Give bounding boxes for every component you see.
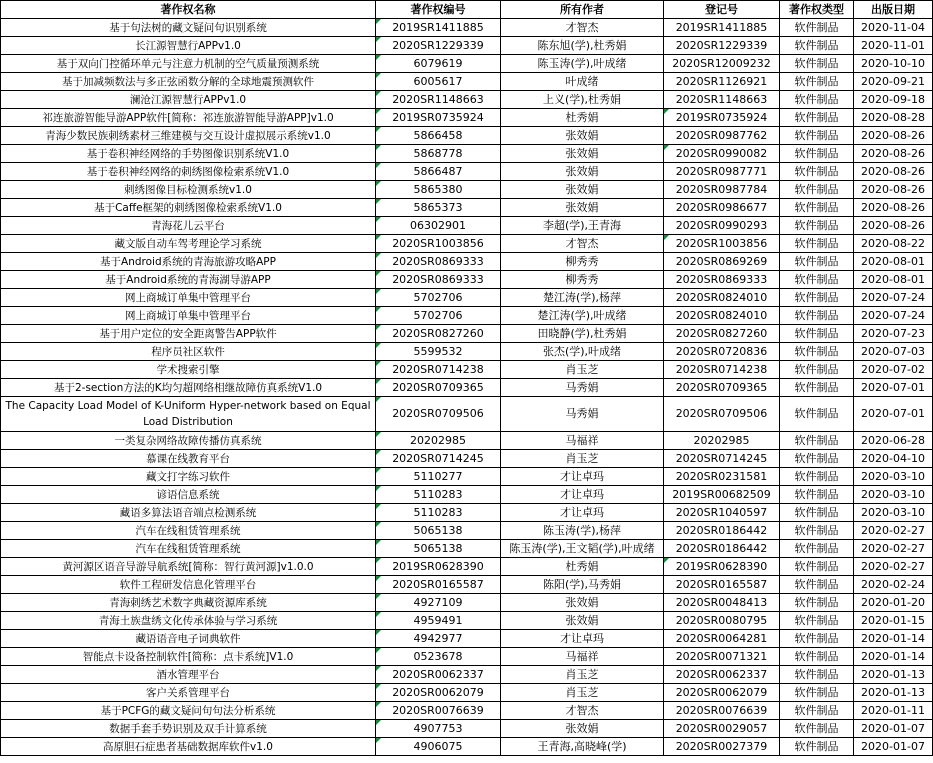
table-body (1, 19, 933, 756)
cell-authors[interactable]: 楚江涛(学),叶成绪 (501, 307, 664, 325)
cell-date[interactable]: 2020-09-21 (854, 73, 933, 91)
cell-number[interactable]: 4959491 (376, 612, 501, 630)
cell-date[interactable]: 2020-01-07 (854, 738, 933, 756)
cell-number[interactable]: 2020SR0062079 (376, 684, 501, 702)
cell-reg-no[interactable]: 2020SR12009232 (664, 55, 780, 73)
table-row (1, 109, 933, 127)
cell-reg-no[interactable]: 2020SR0071321 (664, 648, 780, 666)
cell-name[interactable]: 基于卷积神经网络的刺绣图像检索系统V1.0 (1, 163, 376, 181)
cell-number[interactable]: 2020SR1003856 (376, 235, 501, 253)
table-row (1, 289, 933, 307)
table-row (1, 217, 933, 235)
cell-date[interactable]: 2020-07-03 (854, 343, 933, 361)
cell-number[interactable]: 2020SR0165587 (376, 576, 501, 594)
table-row (1, 432, 933, 450)
cell-reg-no[interactable]: 2020SR1229339 (664, 37, 780, 55)
cell-authors[interactable]: 张效娟 (501, 163, 664, 181)
cell-number[interactable]: 5702706 (376, 307, 501, 325)
cell-type[interactable]: 软件制品 (780, 576, 854, 594)
cell-reg-no[interactable]: 2020SR0987771 (664, 163, 780, 181)
cell-type[interactable]: 软件制品 (780, 648, 854, 666)
cell-number[interactable]: 2019SR0735924 (376, 109, 501, 127)
cell-name[interactable]: 基于用户定位的安全距离警告APP软件 (1, 325, 376, 343)
cell-date[interactable]: 2020-07-02 (854, 361, 933, 379)
cell-name[interactable]: 藏文版自动车驾考理论学习系统 (1, 235, 376, 253)
header-authors[interactable]: 所有作者 (501, 1, 664, 19)
cell-date[interactable]: 2020-07-24 (854, 289, 933, 307)
cell-type[interactable]: 软件制品 (780, 504, 854, 522)
cell-reg-no[interactable]: 2020SR1003856 (664, 235, 780, 253)
cell-date[interactable]: 2020-07-23 (854, 325, 933, 343)
cell-authors[interactable]: 陈玉涛(学),王文韬(学),叶成绪 (501, 540, 664, 558)
cell-authors[interactable]: 肖玉芝 (501, 450, 664, 468)
cell-type[interactable]: 软件制品 (780, 684, 854, 702)
cell-type[interactable]: 软件制品 (780, 558, 854, 576)
cell-type[interactable]: 软件制品 (780, 361, 854, 379)
cell-number[interactable]: 5599532 (376, 343, 501, 361)
cell-number[interactable]: 5868778 (376, 145, 501, 163)
table-row (1, 666, 933, 684)
cell-reg-no[interactable]: 2020SR0827260 (664, 325, 780, 343)
cell-reg-no[interactable]: 20202985 (664, 432, 780, 450)
cell-date[interactable]: 2020-10-10 (854, 55, 933, 73)
cell-authors[interactable]: 上义(学),杜秀娟 (501, 91, 664, 109)
cell-authors[interactable]: 才智杰 (501, 235, 664, 253)
cell-type[interactable]: 软件制品 (780, 55, 854, 73)
cell-number[interactable]: 2020SR0714245 (376, 450, 501, 468)
cell-number[interactable]: 2020SR0869333 (376, 271, 501, 289)
cell-number[interactable]: 4906075 (376, 738, 501, 756)
cell-type[interactable]: 软件制品 (780, 307, 854, 325)
cell-name[interactable]: 基于加减频数法与多正弦函数分解的全球地震预测软件 (1, 73, 376, 91)
cell-number[interactable]: 06302901 (376, 217, 501, 235)
cell-authors[interactable]: 马秀娟 (501, 397, 664, 432)
cell-name[interactable]: 汽车在线租赁管理系统 (1, 522, 376, 540)
cell-reg-no[interactable]: 2020SR0869333 (664, 271, 780, 289)
cell-date[interactable]: 2020-01-07 (854, 720, 933, 738)
cell-date[interactable]: 2020-01-13 (854, 684, 933, 702)
table-row (1, 271, 933, 289)
cell-name[interactable]: 基于PCFG的藏文疑问句句法分析系统 (1, 702, 376, 720)
header-row (1, 1, 933, 19)
cell-name[interactable]: 青海土族盘绣文化传承体验与学习系统 (1, 612, 376, 630)
cell-date[interactable]: 2020-02-24 (854, 576, 933, 594)
table-row (1, 630, 933, 648)
cell-type[interactable]: 软件制品 (780, 612, 854, 630)
cell-number[interactable]: 5865380 (376, 181, 501, 199)
cell-type[interactable]: 软件制品 (780, 199, 854, 217)
cell-reg-no[interactable]: 2019SR0735924 (664, 109, 780, 127)
table-row (1, 253, 933, 271)
cell-number[interactable]: 5110283 (376, 486, 501, 504)
cell-type[interactable]: 软件制品 (780, 738, 854, 756)
cell-number[interactable]: 2020SR0714238 (376, 361, 501, 379)
header-number[interactable]: 著作权编号 (376, 1, 501, 19)
cell-name[interactable]: 数据手套手势识别及双手计算系统 (1, 720, 376, 738)
cell-reg-no[interactable]: 2019SR00682509 (664, 486, 780, 504)
cell-reg-no[interactable]: 2020SR1040597 (664, 504, 780, 522)
cell-number[interactable]: 5065138 (376, 522, 501, 540)
cell-date[interactable]: 2020-02-27 (854, 558, 933, 576)
cell-date[interactable]: 2020-01-11 (854, 702, 933, 720)
cell-number[interactable]: 5110277 (376, 468, 501, 486)
cell-number[interactable]: 4927109 (376, 594, 501, 612)
cell-name[interactable]: 酒水管理平台 (1, 666, 376, 684)
cell-authors[interactable]: 陈阳(学),马秀娟 (501, 576, 664, 594)
cell-date[interactable]: 2020-08-26 (854, 199, 933, 217)
cell-date[interactable]: 2020-11-04 (854, 19, 933, 37)
cell-type[interactable]: 软件制品 (780, 289, 854, 307)
table-row (1, 684, 933, 702)
cell-date[interactable]: 2020-08-22 (854, 235, 933, 253)
cell-date[interactable]: 2020-02-27 (854, 540, 933, 558)
cell-reg-no[interactable]: 2020SR0029057 (664, 720, 780, 738)
header-reg-no[interactable]: 登记号 (664, 1, 780, 19)
cell-type[interactable]: 软件制品 (780, 666, 854, 684)
cell-type[interactable]: 软件制品 (780, 486, 854, 504)
cell-authors[interactable]: 张效娟 (501, 720, 664, 738)
cell-type[interactable]: 软件制品 (780, 271, 854, 289)
cell-reg-no[interactable]: 2020SR0990293 (664, 217, 780, 235)
cell-name[interactable]: 青海花儿云平台 (1, 217, 376, 235)
cell-authors[interactable]: 才让卓玛 (501, 630, 664, 648)
cell-authors[interactable]: 马秀娟 (501, 379, 664, 397)
cell-authors[interactable]: 陈玉涛(学),杨萍 (501, 522, 664, 540)
table-row (1, 612, 933, 630)
cell-name[interactable]: 长江源智慧行APPv1.0 (1, 37, 376, 55)
cell-name[interactable]: 程序员社区软件 (1, 343, 376, 361)
cell-name[interactable]: 青海刺绣艺术数字典藏资源库系统 (1, 594, 376, 612)
cell-authors[interactable]: 张杰(学),叶成绪 (501, 343, 664, 361)
table-row (1, 379, 933, 397)
cell-reg-no[interactable]: 2020SR1148663 (664, 91, 780, 109)
table-row (1, 325, 933, 343)
cell-number[interactable]: 5866487 (376, 163, 501, 181)
cell-number[interactable]: 2019SR1411885 (376, 19, 501, 37)
cell-type[interactable]: 软件制品 (780, 397, 854, 432)
table-row (1, 576, 933, 594)
cell-number[interactable]: 5110283 (376, 504, 501, 522)
table-row (1, 163, 933, 181)
cell-authors[interactable]: 张效娟 (501, 199, 664, 217)
cell-type[interactable]: 软件制品 (780, 217, 854, 235)
cell-authors[interactable]: 陈玉涛(学),叶成绪 (501, 55, 664, 73)
cell-authors[interactable]: 才智杰 (501, 19, 664, 37)
cell-date[interactable]: 2020-11-01 (854, 37, 933, 55)
table-row (1, 55, 933, 73)
table-row (1, 504, 933, 522)
cell-name[interactable]: 网上商城订单集中管理平台 (1, 289, 376, 307)
cell-number[interactable]: 5065138 (376, 540, 501, 558)
cell-reg-no[interactable]: 2020SR0165587 (664, 576, 780, 594)
cell-date[interactable]: 2020-03-10 (854, 504, 933, 522)
cell-name[interactable]: 基于双向门控循环单元与注意力机制的空气质量预测系统 (1, 55, 376, 73)
table-row (1, 235, 933, 253)
cell-type[interactable]: 软件制品 (780, 540, 854, 558)
cell-date[interactable]: 2020-08-01 (854, 271, 933, 289)
cell-date[interactable]: 2020-08-26 (854, 181, 933, 199)
cell-name[interactable]: 基于卷积神经网络的手势图像识别系统V1.0 (1, 145, 376, 163)
cell-date[interactable]: 2020-08-26 (854, 217, 933, 235)
cell-reg-no[interactable]: 2020SR0048413 (664, 594, 780, 612)
cell-type[interactable]: 软件制品 (780, 432, 854, 450)
table-row (1, 37, 933, 55)
cell-name[interactable]: 澜沧江源智慧行APPv1.0 (1, 91, 376, 109)
cell-number[interactable]: 2020SR1148663 (376, 91, 501, 109)
cell-reg-no[interactable]: 2020SR0987762 (664, 127, 780, 145)
cell-number[interactable]: 2020SR0062337 (376, 666, 501, 684)
cell-type[interactable]: 软件制品 (780, 163, 854, 181)
cell-authors[interactable]: 李超(学),王青海 (501, 217, 664, 235)
cell-reg-no[interactable]: 2020SR0064281 (664, 630, 780, 648)
cell-number[interactable]: 5866458 (376, 127, 501, 145)
cell-number[interactable]: 2019SR0628390 (376, 558, 501, 576)
cell-reg-no[interactable]: 2020SR0062079 (664, 684, 780, 702)
table-row (1, 361, 933, 379)
cell-reg-no[interactable]: 2020SR0186442 (664, 522, 780, 540)
cell-authors[interactable]: 柳秀秀 (501, 253, 664, 271)
cell-name[interactable]: 黄河源区语音导游导航系统[简称：智行黄河源]v1.0.0 (1, 558, 376, 576)
table-row (1, 540, 933, 558)
cell-name[interactable]: 网上商城订单集中管理平台 (1, 307, 376, 325)
cell-date[interactable]: 2020-06-28 (854, 432, 933, 450)
cell-name[interactable]: 学术搜索引擎 (1, 361, 376, 379)
cell-name[interactable]: 高原胆石症患者基础数据库软件v1.0 (1, 738, 376, 756)
cell-name[interactable]: 汽车在线租赁管理系统 (1, 540, 376, 558)
cell-authors[interactable]: 肖玉芝 (501, 684, 664, 702)
cell-name[interactable]: 基于Caffe框架的刺绣图像检索系统V1.0 (1, 199, 376, 217)
cell-authors[interactable]: 柳秀秀 (501, 271, 664, 289)
cell-authors[interactable]: 才让卓玛 (501, 504, 664, 522)
cell-authors[interactable]: 才让卓玛 (501, 486, 664, 504)
cell-authors[interactable]: 张效娟 (501, 612, 664, 630)
cell-reg-no[interactable]: 2020SR0824010 (664, 289, 780, 307)
table-row (1, 648, 933, 666)
cell-number[interactable]: 2020SR0709506 (376, 397, 501, 432)
cell-reg-no[interactable]: 2020SR0709365 (664, 379, 780, 397)
cell-reg-no[interactable]: 2020SR0231581 (664, 468, 780, 486)
cell-date[interactable]: 2020-07-01 (854, 379, 933, 397)
table-row (1, 522, 933, 540)
table-row (1, 19, 933, 37)
cell-authors[interactable]: 肖玉芝 (501, 361, 664, 379)
table-row (1, 558, 933, 576)
cell-authors[interactable]: 张效娟 (501, 127, 664, 145)
cell-number[interactable]: 2020SR0869333 (376, 253, 501, 271)
cell-name[interactable]: 一类复杂网络故障传播仿真系统 (1, 432, 376, 450)
cell-name[interactable]: 谚语信息系统 (1, 486, 376, 504)
cell-name[interactable]: 基于Android系统的青海旅游攻略APP (1, 253, 376, 271)
cell-date[interactable]: 2020-01-20 (854, 594, 933, 612)
cell-authors[interactable]: 才让卓玛 (501, 468, 664, 486)
cell-date[interactable]: 2020-01-14 (854, 648, 933, 666)
cell-type[interactable]: 软件制品 (780, 91, 854, 109)
cell-authors[interactable]: 肖玉芝 (501, 666, 664, 684)
table-row (1, 486, 933, 504)
cell-date[interactable]: 2020-09-18 (854, 91, 933, 109)
cell-date[interactable]: 2020-01-15 (854, 612, 933, 630)
cell-reg-no[interactable]: 2020SR0080795 (664, 612, 780, 630)
cell-type[interactable]: 软件制品 (780, 325, 854, 343)
cell-number[interactable]: 2020SR0076639 (376, 702, 501, 720)
cell-reg-no[interactable]: 2020SR0027379 (664, 738, 780, 756)
cell-reg-no[interactable]: 2019SR1411885 (664, 19, 780, 37)
cell-type[interactable]: 软件制品 (780, 253, 854, 271)
table-row (1, 127, 933, 145)
cell-reg-no[interactable]: 2020SR0076639 (664, 702, 780, 720)
table-row (1, 199, 933, 217)
cell-date[interactable]: 2020-04-10 (854, 450, 933, 468)
cell-number[interactable]: 4907753 (376, 720, 501, 738)
cell-authors[interactable]: 王青海,高晓峰(学) (501, 738, 664, 756)
cell-authors[interactable]: 田晓静(学),杜秀娟 (501, 325, 664, 343)
cell-type[interactable]: 软件制品 (780, 127, 854, 145)
cell-reg-no[interactable]: 2020SR1126921 (664, 73, 780, 91)
cell-authors[interactable]: 杜秀娟 (501, 109, 664, 127)
cell-name[interactable]: 基于Android系统的青海湖导游APP (1, 271, 376, 289)
cell-reg-no[interactable]: 2020SR0062337 (664, 666, 780, 684)
cell-type[interactable]: 软件制品 (780, 468, 854, 486)
cell-name[interactable]: 祁连旅游智能导游APP软件[简称：祁连旅游智能导游APP]v1.0 (1, 109, 376, 127)
cell-type[interactable]: 软件制品 (780, 37, 854, 55)
cell-authors[interactable]: 杜秀娟 (501, 558, 664, 576)
cell-type[interactable]: 软件制品 (780, 109, 854, 127)
cell-date[interactable]: 2020-08-26 (854, 163, 933, 181)
cell-reg-no[interactable]: 2020SR0869269 (664, 253, 780, 271)
table-row (1, 720, 933, 738)
cell-name[interactable]: 刺绣图像目标检测系统v1.0 (1, 181, 376, 199)
cell-authors[interactable]: 马福祥 (501, 648, 664, 666)
cell-type[interactable]: 软件制品 (780, 235, 854, 253)
cell-date[interactable]: 2020-03-10 (854, 468, 933, 486)
cell-number[interactable]: 2020SR0709365 (376, 379, 501, 397)
cell-date[interactable]: 2020-01-13 (854, 666, 933, 684)
cell-reg-no[interactable]: 2020SR0720836 (664, 343, 780, 361)
table-row (1, 145, 933, 163)
cell-date[interactable]: 2020-08-28 (854, 109, 933, 127)
table-row (1, 594, 933, 612)
cell-reg-no[interactable]: 2020SR0709506 (664, 397, 780, 432)
cell-authors[interactable]: 才智杰 (501, 702, 664, 720)
table-row (1, 738, 933, 756)
cell-type[interactable]: 软件制品 (780, 343, 854, 361)
cell-reg-no[interactable]: 2020SR0714245 (664, 450, 780, 468)
table-row (1, 181, 933, 199)
cell-name[interactable]: The Capacity Load Model of K-Uniform Hyper-network based on Equal Load Distribution (1, 397, 376, 432)
cell-number[interactable]: 2020SR1229339 (376, 37, 501, 55)
cell-name[interactable]: 软件工程研发信息化管理平台 (1, 576, 376, 594)
cell-authors[interactable]: 楚江涛(学),杨萍 (501, 289, 664, 307)
cell-reg-no[interactable]: 2020SR0990082 (664, 145, 780, 163)
cell-type[interactable]: 软件制品 (780, 522, 854, 540)
cell-reg-no[interactable]: 2020SR0987784 (664, 181, 780, 199)
cell-type[interactable]: 软件制品 (780, 19, 854, 37)
cell-name[interactable]: 藏语多算法语音端点检测系统 (1, 504, 376, 522)
cell-number[interactable]: 20202985 (376, 432, 501, 450)
cell-number[interactable]: 6005617 (376, 73, 501, 91)
table-row (1, 468, 933, 486)
cell-type[interactable]: 软件制品 (780, 181, 854, 199)
cell-date[interactable]: 2020-01-14 (854, 630, 933, 648)
cell-authors[interactable]: 叶成绪 (501, 73, 664, 91)
cell-type[interactable]: 软件制品 (780, 145, 854, 163)
cell-type[interactable]: 软件制品 (780, 379, 854, 397)
cell-date[interactable]: 2020-08-26 (854, 127, 933, 145)
cell-number[interactable]: 0523678 (376, 648, 501, 666)
cell-date[interactable]: 2020-07-01 (854, 397, 933, 432)
header-name[interactable]: 著作权名称 (1, 1, 376, 19)
cell-type[interactable]: 软件制品 (780, 594, 854, 612)
cell-date[interactable]: 2020-08-01 (854, 253, 933, 271)
table-row (1, 450, 933, 468)
table-row (1, 307, 933, 325)
cell-date[interactable]: 2020-02-27 (854, 522, 933, 540)
cell-type[interactable]: 软件制品 (780, 720, 854, 738)
cell-reg-no[interactable]: 2020SR0714238 (664, 361, 780, 379)
cell-reg-no[interactable]: 2019SR0628390 (664, 558, 780, 576)
cell-date[interactable]: 2020-08-26 (854, 145, 933, 163)
header-date[interactable]: 出版日期 (854, 1, 933, 19)
cell-name[interactable]: 客户关系管理平台 (1, 684, 376, 702)
cell-name[interactable]: 青海少数民族刺绣素材三维建模与交互设计虚拟展示系统v1.0 (1, 127, 376, 145)
table-row (1, 702, 933, 720)
cell-reg-no[interactable]: 2020SR0986677 (664, 199, 780, 217)
table-row (1, 91, 933, 109)
cell-name[interactable]: 智能点卡设备控制软件[简称：点卡系统]V1.0 (1, 648, 376, 666)
cell-reg-no[interactable]: 2020SR0186442 (664, 540, 780, 558)
cell-number[interactable]: 6079619 (376, 55, 501, 73)
cell-authors[interactable]: 张效娟 (501, 181, 664, 199)
cell-type[interactable]: 软件制品 (780, 73, 854, 91)
cell-authors[interactable]: 马福祥 (501, 432, 664, 450)
cell-number[interactable]: 5702706 (376, 289, 501, 307)
cell-type[interactable]: 软件制品 (780, 630, 854, 648)
cell-authors[interactable]: 张效娟 (501, 145, 664, 163)
cell-number[interactable]: 5865373 (376, 199, 501, 217)
table-row (1, 73, 933, 91)
table-row (1, 343, 933, 361)
cell-type[interactable]: 软件制品 (780, 702, 854, 720)
cell-number[interactable]: 4942977 (376, 630, 501, 648)
cell-date[interactable]: 2020-03-10 (854, 486, 933, 504)
cell-authors[interactable]: 陈东旭(学),杜秀娟 (501, 37, 664, 55)
table-row (1, 397, 933, 432)
cell-number[interactable]: 2020SR0827260 (376, 325, 501, 343)
cell-name[interactable]: 慕课在线教育平台 (1, 450, 376, 468)
cell-name[interactable]: 基于2-section方法的K均匀超网络相继故障仿真系统V1.0 (1, 379, 376, 397)
cell-name[interactable]: 基于句法树的藏文疑问句识别系统 (1, 19, 376, 37)
cell-reg-no[interactable]: 2020SR0824010 (664, 307, 780, 325)
cell-authors[interactable]: 张效娟 (501, 594, 664, 612)
cell-type[interactable]: 软件制品 (780, 450, 854, 468)
cell-name[interactable]: 藏文打字练习软件 (1, 468, 376, 486)
cell-date[interactable]: 2020-07-24 (854, 307, 933, 325)
cell-name[interactable]: 藏语语音电子词典软件 (1, 630, 376, 648)
header-type[interactable]: 著作权类型 (780, 1, 854, 19)
